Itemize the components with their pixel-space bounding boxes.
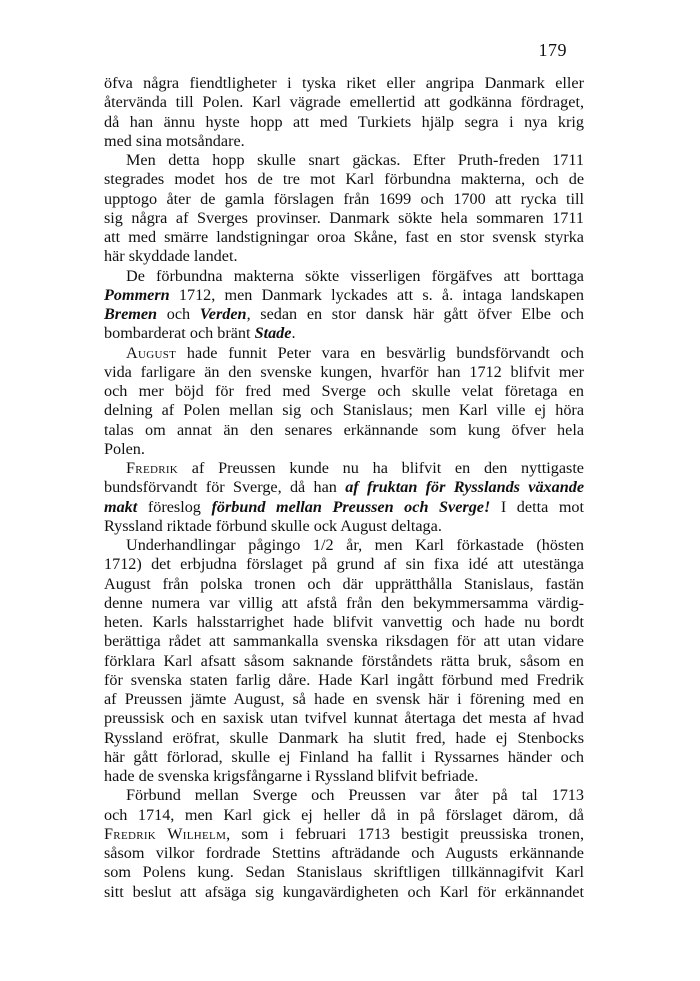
text-line: då han ännu hyste hopp att med Turkiets hjälp segra i nya krig: [104, 112, 584, 131]
text-line: för svenska staten farlig dåre. Hade Karl ingått förbund med Fredrik: [104, 670, 584, 689]
person-name: Fredrik: [126, 459, 179, 477]
text-line: såsom vilkor fordrade Stettins afträdande och Augusts erkännande: [104, 844, 584, 862]
text-line: Fredrik Wilhelm, som i februari 1713 bestigit preussiska tronen,: [104, 824, 584, 843]
place-name: Verden: [199, 305, 247, 323]
text-line: heten. Karls halsstarrighet hade blifvit vanvettig och hade nu bordt: [104, 613, 584, 631]
text-line: vida farligare än den svenske kungen, hvarför han 1712 blifvit mer: [104, 362, 584, 381]
text-line: Pommern 1712, men Danmark lyckades att s. å. intaga landskapen: [104, 285, 584, 304]
text-line: 1712) det erbjudna förslaget på grund af sin fixa idé att utestänga: [104, 555, 584, 574]
text-line: August från polska tronen och där upprätthålla Stanislaus, fastän: [104, 574, 584, 593]
text-line: sig några af Sverges provinser. Danmark sökte hela sommaren 1711: [104, 208, 584, 227]
emphasis: af fruktan för Rysslands växande: [345, 478, 585, 497]
text-line: som Polens kung. Sedan Stanislaus skriftligen tillkännagifvit Karl: [104, 863, 584, 882]
page-number: 179: [538, 40, 567, 60]
person-name: Fredrik Wilhelm: [104, 824, 227, 843]
place-name: Stade: [254, 324, 292, 343]
text-line: Ryssland riktade förbund skulle ock August deltaga.: [104, 516, 442, 535]
text-line: Polen.: [104, 439, 145, 458]
paragraph-start-line: Förbund mellan Sverge och Preussen var åter på tal 1713: [126, 786, 584, 805]
text-line: bombarderat och bränt Stade.: [104, 324, 296, 343]
text-line: delning af Polen mellan sig och Stanislaus; men Karl ville ej höra: [104, 401, 584, 420]
paragraph-start-line: Underhandlingar pågingo 1/2 år, men Karl förkastade (hösten: [126, 536, 584, 554]
text-line: makt föreslog förbund mellan Preussen och Sverge! I detta mot: [104, 497, 585, 516]
place-name: Bremen: [104, 305, 158, 323]
text-line: och mer böjd för fred med Sverge och skulle velat företaga en: [104, 382, 584, 400]
text-line: och 1714, men Karl gick ej heller då in på förslaget därom, då: [104, 805, 584, 824]
text-line: hade de svenska krigsfångarne i Ryssland blifvit befriade.: [104, 767, 479, 785]
place-name: Pommern: [104, 285, 170, 304]
text-line: sitt beslut att afsäga sig kungavärdigheten och Karl för erkännandet: [104, 882, 584, 901]
paragraph-start-line: De förbundna makterna sökte visserligen förgäfves att borttaga: [126, 266, 584, 285]
paragraph-start-line: Fredrik af Preussen kunde nu ha blifvit en den nyttigaste: [126, 459, 584, 477]
text-line: preussisk och en saxisk utan tvifvel kunnat återtaga det mesta af hvad: [104, 709, 584, 728]
text-line: förklara Karl afsatt såsom saknande förståndets rätta bruk, såsom en: [104, 651, 584, 670]
text-line: talas om annat än den senares erkännande som kung öfver hela: [104, 420, 584, 439]
text-line: af Preussen jämte August, så hade en svensk här i förening med en: [104, 690, 584, 708]
text-line: med sina motsåndare.: [104, 131, 245, 150]
person-name: August: [126, 343, 177, 362]
text-line: återvända till Polen. Karl vägrade emellertid att godkänna fördraget,: [104, 93, 584, 112]
text-line: upptogo åter de gamla förslagen från 1699 och 1700 att rycka till: [104, 189, 584, 208]
emphasis: förbund mellan Preussen och Sverge!: [211, 497, 491, 516]
text-line: Bremen och Verden, sedan en stor dansk här gått öfver Elbe och: [104, 305, 584, 323]
body-text: [104, 74, 584, 902]
text-line: stegrades modet hos de tre mot Karl förbundna makterna, och de: [104, 170, 584, 189]
text-line: här gått förlorad, skulle ej Finland ha fallit i Ryssarnes händer och: [104, 747, 584, 766]
paragraph-start-line: Men detta hopp skulle snart gäckas. Efter Pruth-freden 1711: [126, 151, 584, 169]
emphasis: makt: [104, 497, 138, 516]
paragraph-start-line: August hade funnit Peter vara en besvärlig bundsförvandt och: [126, 343, 584, 362]
text-line: att med smärre landstigningar oroa Skåne, fast en stor svensk styrka: [104, 228, 584, 246]
text-line: berättiga rådet att sammankalla svenska riksdagen för att utan vidare: [104, 632, 584, 651]
text-line: denne numera var villig att afstå från den bekymmersamma värdig-: [104, 593, 584, 612]
text-line: Ryssland eröfrat, skulle Danmark ha slutit fred, hade ej Stenbocks: [104, 728, 584, 747]
text-line: bundsförvandt för Sverge, då han af fruktan för Rysslands växande: [104, 478, 585, 497]
text-line: öfva några fiendtligheter i tyska riket eller angripa Danmark eller: [104, 74, 584, 92]
text-line: här skyddade landet.: [104, 247, 238, 266]
